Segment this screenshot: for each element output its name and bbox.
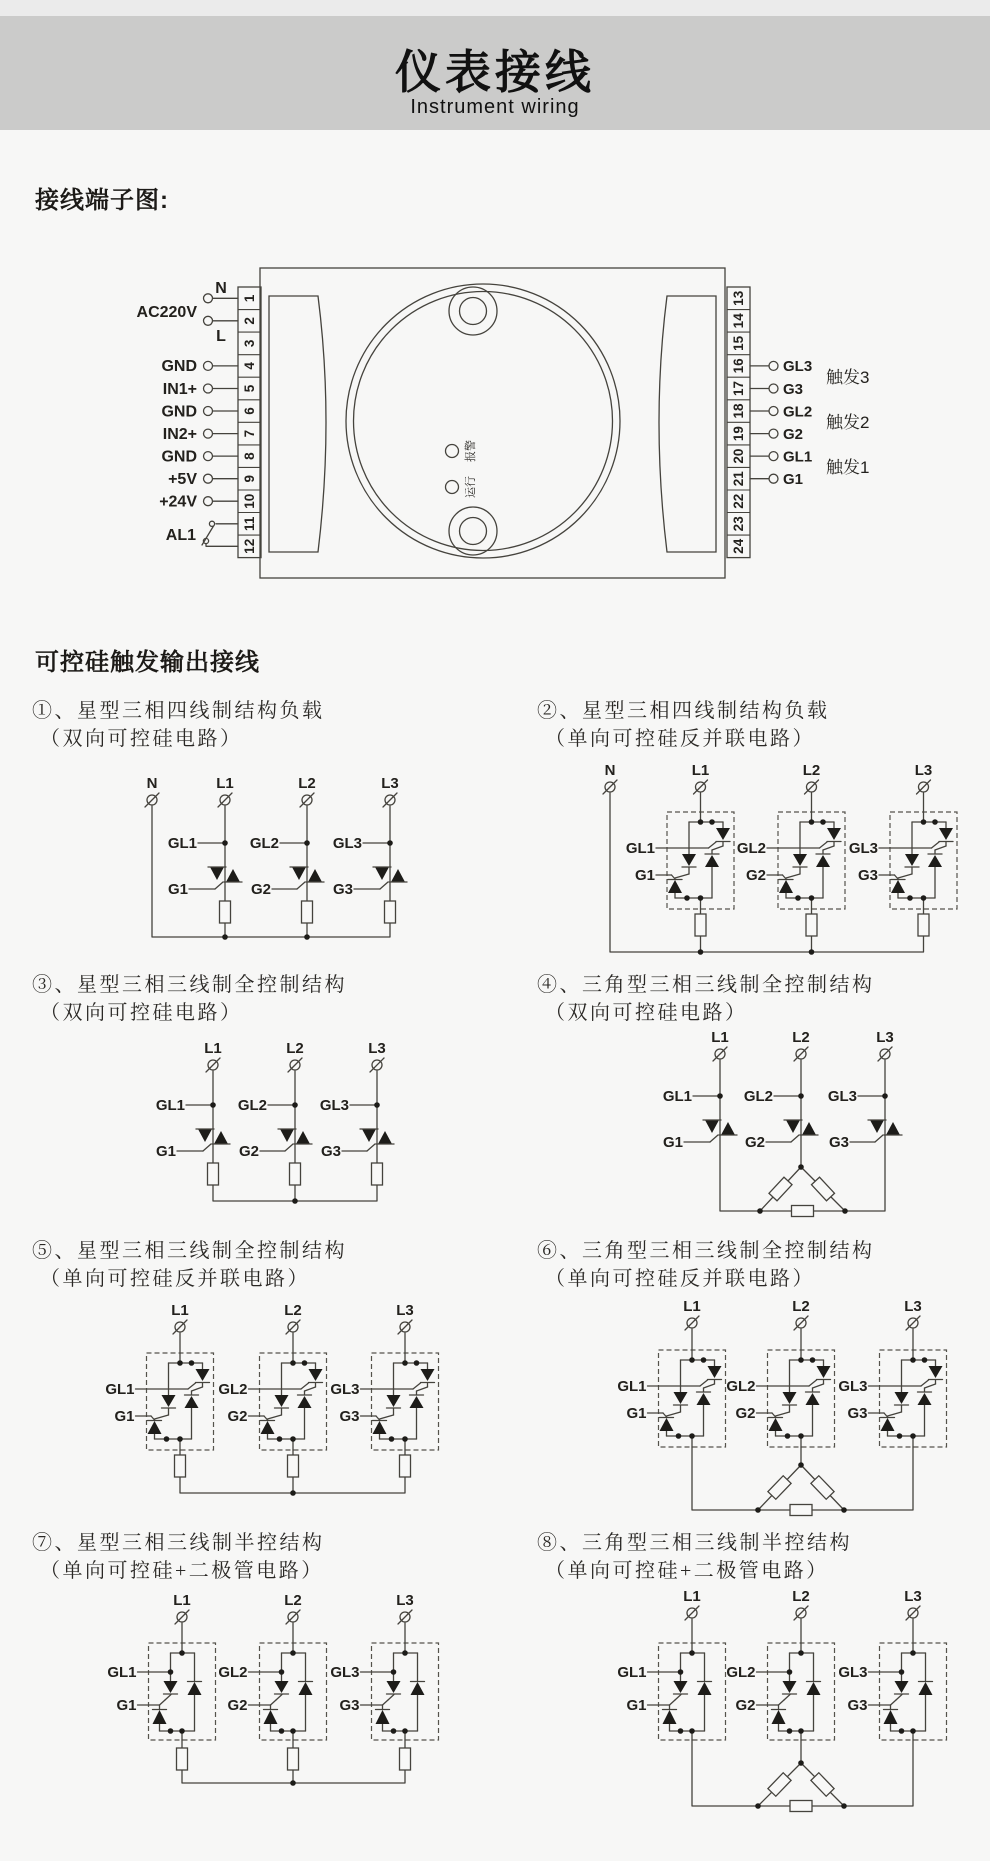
5v-label: +5V [168, 471, 197, 488]
svg-text:G2: G2 [735, 1405, 756, 1422]
svg-text:GL1: GL1 [155, 1097, 185, 1114]
svg-text:GL3: GL3 [332, 835, 362, 852]
svg-text:L1: L1 [683, 1298, 701, 1315]
svg-text:GL3: GL3 [319, 1097, 349, 1114]
terminal-strip-left [238, 287, 261, 558]
alarm-led-label: 报警 [465, 440, 477, 462]
circuit-subtitle: （单向可控硅反并联电路） [545, 728, 815, 750]
circuit-title: ①、星型三相四线制结构负载 [32, 700, 325, 722]
svg-text:L1: L1 [216, 775, 234, 792]
led-indicators [446, 440, 478, 498]
svg-text:GL3: GL3 [838, 1664, 868, 1681]
svg-text:G2: G2 [250, 881, 271, 898]
g1-label: G1 [783, 471, 804, 488]
live-label: L [216, 328, 226, 345]
svg-text:G1: G1 [155, 1143, 176, 1160]
svg-text:L1: L1 [204, 1040, 222, 1057]
in1-label: IN1+ [162, 381, 197, 398]
terminal-number: 24 [731, 538, 746, 554]
circuit-3-star-3wire-triac [32, 973, 394, 1204]
terminal-number: 20 [731, 448, 746, 464]
scr-section-heading: 可控硅触发输出接线 [35, 649, 260, 676]
screw-bottom-icon [449, 507, 497, 555]
svg-text:GL3: GL3 [848, 840, 878, 857]
svg-text:GL2: GL2 [726, 1378, 756, 1395]
svg-text:L3: L3 [904, 1588, 922, 1605]
page-title: 仪表接线 [395, 46, 595, 98]
circuit-title: ⑦、星型三相三线制半控结构 [32, 1532, 325, 1554]
terminal-strip-right [727, 287, 750, 558]
svg-text:G1: G1 [626, 1697, 647, 1714]
terminal-block-diagram [137, 268, 870, 578]
run-led-label: 运行 [465, 476, 477, 498]
circuit-subtitle: （双向可控硅电路） [40, 728, 243, 750]
power-label: AC220V [136, 304, 197, 321]
svg-text:G1: G1 [634, 867, 655, 884]
svg-text:GL1: GL1 [625, 840, 655, 857]
svg-text:G2: G2 [735, 1697, 756, 1714]
svg-text:GL3: GL3 [838, 1378, 868, 1395]
terminal-number: 5 [242, 384, 257, 393]
svg-text:G3: G3 [339, 1408, 360, 1425]
circuit-subtitle: （双向可控硅电路） [545, 1002, 748, 1024]
svg-text:L3: L3 [396, 1592, 414, 1609]
circuit-title: ⑥、三角型三相三线制全控制结构 [537, 1240, 875, 1262]
terminal-number: 7 [242, 429, 257, 438]
svg-text:L3: L3 [381, 775, 399, 792]
svg-text:N: N [604, 762, 616, 779]
circuit-title: ③、星型三相三线制全控制结构 [32, 974, 347, 996]
svg-text:G2: G2 [238, 1143, 259, 1160]
svg-text:L2: L2 [284, 1592, 302, 1609]
svg-text:GL2: GL2 [218, 1381, 248, 1398]
circuit-title: ⑧、三角型三相三线制半控结构 [537, 1532, 852, 1554]
svg-text:L1: L1 [691, 762, 710, 779]
alarm-led-icon [446, 445, 459, 458]
circuit-1-star-4wire-triac [32, 699, 407, 940]
svg-text:G1: G1 [167, 881, 188, 898]
terminal-number: 6 [242, 407, 257, 415]
svg-text:L2: L2 [792, 1029, 810, 1046]
terminal-number: 21 [731, 471, 746, 487]
svg-text:L2: L2 [792, 1588, 810, 1605]
svg-text:L3: L3 [904, 1298, 922, 1315]
svg-text:GL2: GL2 [736, 840, 766, 857]
circuit-subtitle: （单向可控硅+二极管电路） [40, 1560, 324, 1582]
svg-text:GL1: GL1 [167, 835, 197, 852]
svg-text:G1: G1 [116, 1697, 137, 1714]
terminal-number: 9 [242, 474, 257, 483]
svg-text:G2: G2 [744, 1134, 765, 1151]
terminal-number: 19 [731, 426, 746, 442]
svg-text:L3: L3 [914, 762, 933, 779]
terminal-number: 12 [242, 538, 257, 554]
24v-label: +24V [159, 493, 197, 511]
circuit-6-delta-3wire-scr-pair [537, 1239, 947, 1516]
svg-text:L2: L2 [792, 1298, 810, 1315]
svg-text:L1: L1 [711, 1029, 729, 1046]
terminal-number: 17 [731, 380, 746, 397]
circuit-subtitle: （单向可控硅反并联电路） [40, 1268, 310, 1290]
circuit-title: ②、星型三相四线制结构负载 [537, 700, 830, 722]
terminal-number: 23 [731, 516, 746, 532]
gl1-label: GL1 [783, 448, 813, 466]
svg-text:GL2: GL2 [218, 1664, 248, 1681]
gnd-label: GND [161, 448, 197, 466]
terminal-number: 10 [242, 493, 257, 509]
svg-text:G1: G1 [626, 1405, 647, 1422]
page-subtitle: Instrument wiring [410, 96, 580, 118]
gnd-label: GND [161, 358, 197, 375]
svg-text:G2: G2 [227, 1697, 248, 1714]
svg-text:L2: L2 [286, 1040, 304, 1057]
circuit-subtitle: （双向可控硅电路） [40, 1002, 243, 1024]
svg-text:GL1: GL1 [617, 1378, 647, 1395]
trigger1-label: 触发1 [826, 458, 870, 477]
circuit-4-delta-3wire-triac [537, 973, 902, 1217]
svg-text:GL3: GL3 [330, 1381, 360, 1398]
svg-text:G3: G3 [320, 1143, 341, 1160]
circuit-title: ④、三角型三相三线制全控制结构 [537, 974, 875, 996]
terminal-number: 22 [731, 493, 746, 509]
g2-label: G2 [783, 426, 804, 443]
terminal-number: 18 [731, 403, 746, 419]
svg-text:G2: G2 [745, 867, 766, 884]
terminal-number: 8 [242, 452, 257, 460]
terminal-number: 14 [731, 313, 746, 329]
trigger2-label: 触发2 [826, 413, 870, 432]
al1-label: AL1 [165, 527, 196, 544]
svg-text:G3: G3 [339, 1697, 360, 1714]
circuit-2-star-4wire-scr-pair [537, 699, 957, 955]
svg-text:GL1: GL1 [107, 1664, 137, 1681]
svg-text:GL1: GL1 [617, 1664, 647, 1681]
terminal-section-heading: 接线端子图: [35, 187, 169, 214]
run-led-icon [446, 481, 459, 494]
terminal-number: 16 [731, 358, 746, 374]
screw-top-icon [449, 287, 497, 335]
circuit-subtitle: （单向可控硅反并联电路） [545, 1268, 815, 1290]
svg-text:GL3: GL3 [827, 1088, 857, 1105]
svg-text:GL2: GL2 [237, 1097, 267, 1114]
svg-text:G3: G3 [847, 1697, 868, 1714]
svg-text:G3: G3 [828, 1134, 849, 1151]
gl2-label: GL2 [783, 403, 813, 421]
circuit-5-star-3wire-scr-pair [32, 1239, 439, 1496]
svg-text:L1: L1 [173, 1592, 191, 1609]
svg-text:GL1: GL1 [662, 1088, 692, 1105]
svg-text:G3: G3 [332, 881, 353, 898]
svg-text:G3: G3 [857, 867, 878, 884]
circuit-title: ⑤、星型三相三线制全控制结构 [32, 1240, 347, 1262]
svg-text:L3: L3 [876, 1029, 894, 1046]
right-wires [750, 361, 778, 483]
right-bracket [659, 296, 716, 552]
svg-text:G2: G2 [227, 1408, 248, 1425]
svg-text:L2: L2 [802, 762, 821, 779]
svg-text:N: N [146, 775, 158, 792]
svg-text:GL3: GL3 [330, 1664, 360, 1681]
circuit-7-star-3wire-scr-diode [32, 1531, 439, 1786]
svg-text:L1: L1 [683, 1588, 701, 1605]
svg-text:G3: G3 [847, 1405, 868, 1422]
svg-text:G1: G1 [662, 1134, 683, 1151]
svg-text:GL1: GL1 [105, 1381, 135, 1398]
circuit-subtitle: （单向可控硅+二极管电路） [545, 1560, 829, 1582]
terminal-number: 13 [731, 290, 746, 306]
terminal-number: 15 [731, 335, 746, 351]
terminal-number: 11 [242, 516, 257, 531]
svg-text:GL2: GL2 [726, 1664, 756, 1681]
svg-text:GL2: GL2 [249, 835, 279, 852]
svg-text:L2: L2 [284, 1302, 302, 1319]
circuit-8-delta-3wire-scr-diode [537, 1531, 947, 1812]
svg-text:L2: L2 [298, 775, 316, 792]
terminal-number: 4 [242, 362, 257, 370]
gl3-label: GL3 [783, 358, 813, 375]
svg-text:GL2: GL2 [743, 1088, 773, 1105]
left-bracket [269, 296, 326, 552]
svg-text:L3: L3 [368, 1040, 386, 1057]
meter-bezel [346, 284, 620, 558]
neutral-label: N [215, 280, 227, 297]
svg-text:L3: L3 [396, 1302, 414, 1319]
svg-text:L1: L1 [171, 1302, 189, 1319]
terminal-number: 1 [242, 294, 257, 303]
in2-label: IN2+ [162, 426, 197, 443]
trigger3-label: 触发3 [826, 368, 870, 387]
g3-label: G3 [783, 381, 804, 398]
svg-text:G1: G1 [114, 1408, 135, 1425]
terminal-number: 3 [242, 339, 257, 348]
gnd-label: GND [161, 403, 197, 421]
terminal-number: 2 [242, 317, 257, 325]
